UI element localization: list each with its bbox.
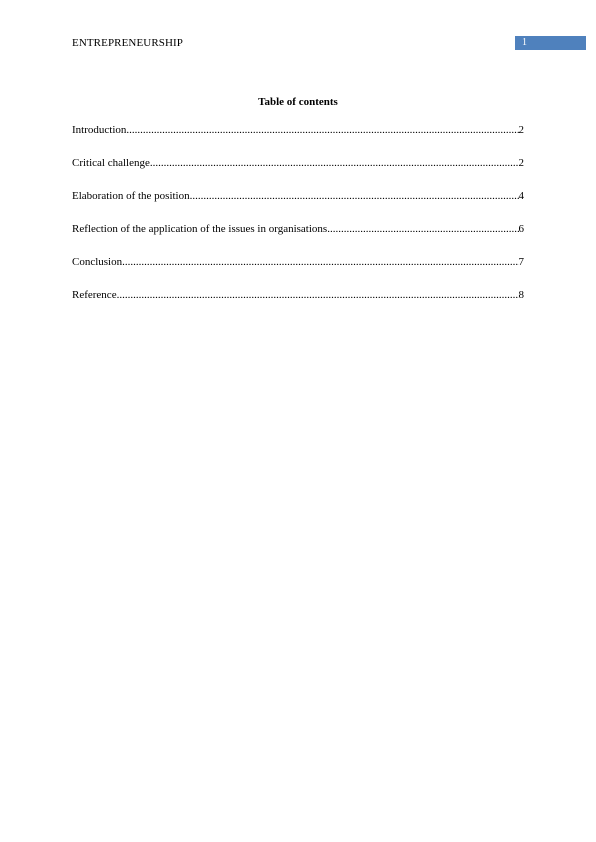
toc-entry-label: Elaboration of the position	[72, 190, 190, 202]
toc-dot-leader	[122, 255, 518, 269]
page-number: 1	[522, 37, 527, 48]
toc-dot-leader	[126, 123, 518, 137]
toc-entry-conclusion[interactable]	[72, 255, 524, 288]
toc-entry-page: 8	[518, 289, 524, 301]
toc-entry-page: 2	[518, 157, 524, 169]
page-number-badge	[515, 36, 586, 50]
header-title: ENTREPRENEURSHIP	[72, 37, 183, 49]
toc-entry-page: 4	[518, 190, 524, 202]
toc-heading: Table of contents	[258, 96, 338, 108]
toc-dot-leader	[117, 288, 519, 302]
toc-entry-label: Critical challenge	[72, 157, 150, 169]
toc-entry-label: Conclusion	[72, 256, 123, 268]
toc-entry-critical-challenge[interactable]	[72, 156, 524, 189]
toc-dot-leader	[190, 189, 519, 203]
toc-entry-page: 2	[518, 124, 524, 136]
toc-dot-leader	[327, 222, 518, 236]
toc-dot-leader	[150, 156, 519, 170]
toc-entry-label: Reflection of the application of the issues in organisations	[72, 223, 328, 235]
table-of-contents	[72, 123, 524, 321]
toc-entry-reflection[interactable]	[72, 222, 524, 255]
toc-entry-label: Introduction	[72, 124, 127, 136]
toc-entry-elaboration-of-the-position[interactable]	[72, 189, 524, 222]
toc-entry-introduction[interactable]	[72, 123, 524, 156]
toc-entry-page: 6	[518, 223, 524, 235]
toc-entry-reference[interactable]	[72, 288, 524, 321]
toc-entry-page: 7	[518, 256, 524, 268]
toc-entry-label: Reference	[72, 289, 117, 301]
